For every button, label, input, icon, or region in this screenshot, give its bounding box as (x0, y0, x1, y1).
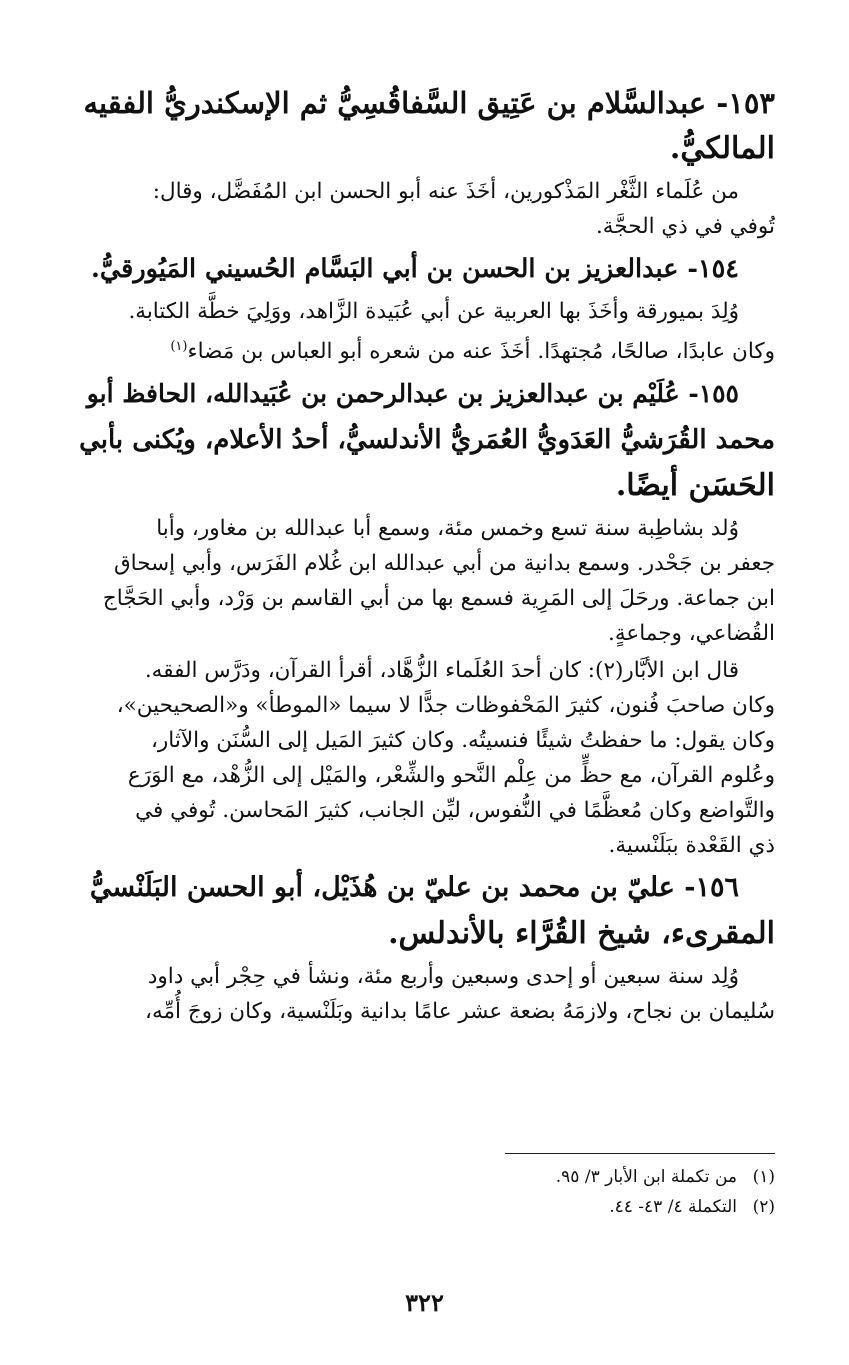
entry-heading-155 (80, 371, 775, 509)
heading-line: المالكيُّ. (669, 131, 775, 166)
heading-line: ١٥٤- عبدالعزيز بن الحسن بن أبي البَسَّام الحُسيني المَيُورقيُّ. (91, 254, 739, 284)
footnote-divider (505, 1153, 775, 1154)
footnote-number: (١) (752, 1167, 775, 1187)
footnotes (80, 1162, 775, 1222)
entry-body-155-p2 (80, 653, 775, 863)
body-line: وُلِد سنة سبعين أو إحدى وسبعين وأربع مئة، ونشأ في حِجْر أبي داود (147, 964, 739, 990)
body-line: تُوفي في ذي الحجَّة. (595, 214, 775, 239)
entry-heading-156 (80, 865, 775, 957)
body-line: ابن جماعة. ورحَلَ إلى المَرِية فسمع بها من أبي القاسم بن وَرْد، وأبي الحَجَّاج (102, 586, 775, 612)
entry-body-154 (80, 294, 775, 369)
entry-heading-154 (80, 246, 775, 292)
entry-body-155-p1 (80, 511, 775, 651)
body-line: من عُلَماء الثَّغْر المَذْكورين، أخَذَ عنه أبو الحسن ابن المُفَضَّل، وقال: (152, 179, 739, 204)
heading-line: ١٥٦- عليّ بن محمد بن عليّ بن هُذَيْل، أبو الحسن البَلَنْسيُّ (89, 872, 739, 904)
footnote-number: (٢) (752, 1197, 775, 1217)
heading-line: ١٥٣- عبدالسَّلام بن عَتِيق السَّفاقُسِيُّ ثم الإسكندريُّ الفقيه (83, 86, 775, 120)
body-line: وُلِدَ بميورقة وأخَذَ بها العربية عن أبي عُبَيدة الزَّاهد، ووَلِيَ خطَّة الكتابة. (128, 299, 739, 324)
body-line: وُلد بشاطِبة سنة تسع وخمس مئة، وسمع أبا عبدالله بن مغاور، وأبا (156, 516, 739, 542)
page-number: ٣٢٢ (405, 1288, 444, 1317)
entry-body-156 (80, 959, 775, 1029)
footnote-2 (80, 1192, 775, 1222)
heading-line: محمد القُرَشيُّ العَدَويُّ العُمَريُّ الأندلسيُّ، أحدُ الأعلام، ويُكنى بأبي (79, 425, 775, 456)
heading-line: المقرىء، شيخ القُرَّاء بالأندلس. (388, 916, 775, 952)
body-line: سُليمان بن نجاح، ولازمَهُ بضعة عشر عامًا بدانية وبَلَنْسية، وكان زوجَ أُمِّه، (145, 999, 775, 1025)
body-line: ذي القَعْدة ببَلَنْسية. (608, 833, 775, 859)
body-line: وكان صاحبَ فُنون، كثيرَ المَحْفوظات جدًّا لا سيما «الموطأ» و«الصحيحين»، (116, 693, 775, 719)
heading-line: ١٥٥- عُلَيْم بن عبدالعزيز بن عبدالرحمن بن عُبَيدالله، الحافظ أبو (86, 379, 739, 409)
body-line: وكان عابدًا، صالحًا، مُجتهدًا. أخَذَ عنه من شعره أبو العباس بن مَضاء$^{(١)}$ (170, 339, 775, 365)
body-line: وكان يقول: ما حفظتُ شيئًا فنسيتُه. وكان كثيرَ المَيل إلى السُّنَن والآثار، (150, 728, 775, 754)
entry-heading-153 (80, 80, 775, 172)
body-line: والتَّواضع وكان مُعظَّمًا في النُّفوس، ليِّن الجانب، كثيرَ المَحاسن. تُوفي في (135, 798, 775, 824)
body-line: وعُلوم القرآن، مع حظٍّ من عِلْم النَّحو والشِّعْر، والمَيْل إلى الزُّهْد، مع الوَرَع (127, 763, 775, 789)
footnote-1 (80, 1162, 775, 1192)
body-line: قال ابن الأبَّار(٢): كان أحدَ العُلَماء الزُّهَّاد، أقرأ القرآن، ودَرَّس الفقه. (144, 658, 739, 684)
footnote-text: التكملة ٤/ ٤٣- ٤٤. (609, 1197, 737, 1217)
page-content (80, 80, 775, 1031)
body-line: جعفر بن جَحْدر. وسمع بدانية من أبي عبدالله ابن غُلام الفَرَس، وأبي إسحاق (114, 551, 775, 577)
heading-line: الحَسَن أيضًا. (615, 468, 775, 504)
entry-body-153 (80, 174, 775, 244)
footnote-text: من تكملة ابن الأبار ٣/ ٩٥. (555, 1167, 737, 1187)
footnote-marker-1: (١) (170, 339, 188, 354)
body-line: القُضاعي، وجماعةٍ. (608, 621, 775, 647)
